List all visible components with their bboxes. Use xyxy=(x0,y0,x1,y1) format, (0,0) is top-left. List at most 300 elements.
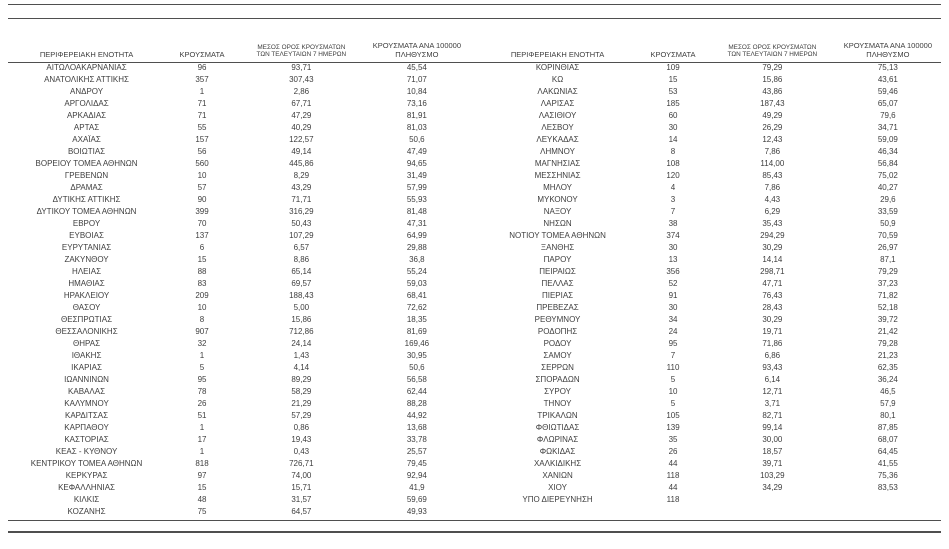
per100k-cell: 44,92 xyxy=(406,411,427,420)
region-cell: ΝΗΣΩΝ xyxy=(543,219,572,228)
table-row xyxy=(8,146,470,158)
per100k-cell: 79,6 xyxy=(880,111,896,120)
table-row xyxy=(479,434,941,446)
table-row xyxy=(8,410,470,422)
avg7-cell: 64,57 xyxy=(291,507,312,516)
avg7-cell: 107,29 xyxy=(289,231,314,240)
per100k-cell: 13,68 xyxy=(406,423,427,432)
region-cell: ΑΧΑΪΑΣ xyxy=(72,135,101,144)
avg7-cell: 93,43 xyxy=(762,363,783,372)
avg7-cell: 298,71 xyxy=(760,267,785,276)
region-cell: ΙΘΑΚΗΣ xyxy=(71,351,102,360)
cases-cell: 15 xyxy=(668,75,678,84)
avg7-cell: 65,14 xyxy=(291,267,312,276)
cases-cell: 399 xyxy=(195,207,209,216)
per100k-cell: 37,23 xyxy=(877,279,898,288)
avg7-cell: 34,29 xyxy=(762,483,783,492)
table-row xyxy=(8,170,470,182)
avg7-cell: 50,43 xyxy=(291,219,312,228)
per100k-cell: 68,07 xyxy=(877,435,898,444)
divider-line-top-inner xyxy=(8,18,941,19)
table-row xyxy=(479,278,941,290)
table-body xyxy=(8,62,470,518)
per100k-cell: 81,03 xyxy=(406,123,427,132)
table-row xyxy=(479,350,941,362)
column-header-per100k xyxy=(835,36,941,62)
region-cell: ΚΕΦΑΛΛΗΝΙΑΣ xyxy=(58,483,115,492)
avg7-cell: 15,86 xyxy=(762,75,783,84)
cases-cell: 91 xyxy=(668,291,678,300)
per100k-cell: 73,16 xyxy=(406,99,427,108)
avg7-cell: 188,43 xyxy=(289,291,314,300)
per100k-cell: 79,45 xyxy=(406,459,427,468)
per100k-cell: 29,6 xyxy=(880,195,896,204)
region-cell: ΚΟΡΙΝΘΙΑΣ xyxy=(535,63,580,72)
region-cell: ΠΕΙΡΑΙΩΣ xyxy=(539,267,576,276)
cases-cell: 70 xyxy=(197,219,207,228)
avg7-cell: 28,43 xyxy=(762,303,783,312)
table-row xyxy=(8,350,470,362)
cases-cell: 30 xyxy=(668,123,678,132)
regional-units-table-left xyxy=(8,36,470,518)
table-row xyxy=(479,386,941,398)
table-row xyxy=(8,206,470,218)
cases-cell: 83 xyxy=(197,279,207,288)
cases-cell: 95 xyxy=(668,339,678,348)
cases-cell: 185 xyxy=(666,99,680,108)
per100k-cell: 57,99 xyxy=(406,183,427,192)
per100k-cell: 65,07 xyxy=(877,99,898,108)
table-row xyxy=(479,218,941,230)
table-row xyxy=(479,302,941,314)
cases-cell: 38 xyxy=(668,219,678,228)
table-row xyxy=(479,242,941,254)
column-header-avg7 xyxy=(710,36,835,62)
region-cell: ΕΒΡΟΥ xyxy=(72,219,101,228)
per100k-cell: 87,1 xyxy=(880,255,896,264)
region-cell: ΝΟΤΙΟΥ ΤΟΜΕΑ ΑΘΗΝΩΝ xyxy=(509,231,606,240)
region-cell: ΣΑΜΟΥ xyxy=(543,351,572,360)
region-cell: ΛΗΜΝΟΥ xyxy=(540,147,575,156)
region-cell: ΚΟΖΑΝΗΣ xyxy=(67,507,106,516)
per100k-cell: 31,49 xyxy=(406,171,427,180)
avg7-cell: 103,29 xyxy=(760,471,785,480)
table-row xyxy=(479,290,941,302)
avg7-cell: 71,86 xyxy=(762,339,783,348)
region-cell: ΤΗΝΟΥ xyxy=(543,399,572,408)
table-row xyxy=(479,98,941,110)
per100k-cell: 34,71 xyxy=(877,123,898,132)
table-row xyxy=(479,398,941,410)
per100k-cell: 25,57 xyxy=(406,447,427,456)
per100k-cell: 50,6 xyxy=(409,363,425,372)
cases-cell: 118 xyxy=(666,495,680,504)
cases-cell: 1 xyxy=(199,351,205,360)
avg7-cell: 15,71 xyxy=(291,483,312,492)
column-header-per100k xyxy=(364,36,470,62)
table-row xyxy=(8,278,470,290)
cases-cell: 55 xyxy=(197,123,207,132)
cases-cell: 907 xyxy=(195,327,209,336)
per100k-cell: 26,97 xyxy=(877,243,898,252)
avg7-cell: 726,71 xyxy=(289,459,314,468)
avg7-cell: 79,29 xyxy=(762,63,783,72)
avg7-cell: 6,14 xyxy=(764,375,781,384)
avg7-cell: 31,57 xyxy=(291,495,312,504)
avg7-cell: 6,29 xyxy=(764,207,781,216)
avg7-cell: 69,57 xyxy=(291,279,312,288)
region-cell: ΘΕΣΠΡΩΤΙΑΣ xyxy=(61,315,113,324)
per100k-cell: 59,46 xyxy=(877,87,898,96)
divider-line-bottom-inner xyxy=(8,520,941,521)
table-row xyxy=(8,362,470,374)
per100k-cell: 49,93 xyxy=(406,507,427,516)
avg7-cell: 39,71 xyxy=(762,459,783,468)
cases-cell: 1 xyxy=(199,447,205,456)
per100k-cell: 68,41 xyxy=(406,291,427,300)
table-row xyxy=(8,134,470,146)
table-row xyxy=(479,206,941,218)
cases-cell: 26 xyxy=(197,399,207,408)
avg7-cell: 24,14 xyxy=(291,339,312,348)
per100k-cell: 29,88 xyxy=(406,243,427,252)
cases-cell: 10 xyxy=(197,171,207,180)
region-cell: ΔΥΤΙΚΟΥ ΤΟΜΕΑ ΑΘΗΝΩΝ xyxy=(36,207,137,216)
avg7-cell: 12,43 xyxy=(762,135,783,144)
table-row xyxy=(479,470,941,482)
cases-cell: 5 xyxy=(199,363,205,372)
region-cell: ΡΟΔΟΥ xyxy=(543,339,572,348)
avg7-cell: 3,71 xyxy=(764,399,781,408)
cases-cell: 3 xyxy=(670,195,676,204)
avg7-cell: 0,43 xyxy=(293,447,310,456)
per100k-cell: 59,03 xyxy=(406,279,427,288)
region-cell: ΑΝΔΡΟΥ xyxy=(69,87,104,96)
avg7-cell: 26,29 xyxy=(762,123,783,132)
per100k-cell: 72,62 xyxy=(406,303,427,312)
table-row xyxy=(8,86,470,98)
cases-cell: 75 xyxy=(197,507,207,516)
table-row xyxy=(8,386,470,398)
divider-line-top-outer xyxy=(8,4,941,5)
table-row xyxy=(8,470,470,482)
region-cell: ΜΕΣΣΗΝΙΑΣ xyxy=(534,171,581,180)
table-row xyxy=(8,506,470,518)
per100k-cell: 55,24 xyxy=(406,267,427,276)
per100k-cell: 33,59 xyxy=(877,207,898,216)
avg7-cell: 43,29 xyxy=(291,183,312,192)
cases-cell: 52 xyxy=(668,279,678,288)
region-cell: ΚΑΡΠΑΘΟΥ xyxy=(64,423,109,432)
column-header-cases: ΚΡΟΥΣΜΑΤΑ xyxy=(179,50,225,59)
cases-cell: 15 xyxy=(197,483,207,492)
region-cell: ΠΑΡΟΥ xyxy=(543,255,572,264)
avg7-cell: 21,29 xyxy=(291,399,312,408)
avg7-cell: 58,29 xyxy=(291,387,312,396)
per100k-cell: 50,9 xyxy=(880,219,896,228)
avg7-cell: 14,14 xyxy=(762,255,783,264)
region-cell: ΤΡΙΚΑΛΩΝ xyxy=(537,411,578,420)
avg7-cell: 18,57 xyxy=(762,447,783,456)
table-row xyxy=(8,122,470,134)
per100k-cell: 81,91 xyxy=(406,111,427,120)
per100k-cell: 43,61 xyxy=(877,75,898,84)
avg7-cell: 49,29 xyxy=(762,111,783,120)
cases-cell: 35 xyxy=(668,435,678,444)
region-cell: ΚΑΒΑΛΑΣ xyxy=(68,387,106,396)
cases-cell: 7 xyxy=(670,351,676,360)
cases-cell: 10 xyxy=(668,387,678,396)
cases-cell: 15 xyxy=(197,255,207,264)
table-row xyxy=(8,266,470,278)
cases-cell: 17 xyxy=(197,435,207,444)
cases-cell: 53 xyxy=(668,87,678,96)
avg7-cell: 43,86 xyxy=(762,87,783,96)
avg7-cell: 49,14 xyxy=(291,147,312,156)
column-header-cases: ΚΡΟΥΣΜΑΤΑ xyxy=(650,50,696,59)
table-row xyxy=(479,482,941,494)
cases-cell: 51 xyxy=(197,411,207,420)
table-row xyxy=(479,338,941,350)
cases-cell: 34 xyxy=(668,315,678,324)
avg7-cell: 445,86 xyxy=(289,159,314,168)
per100k-cell: 70,59 xyxy=(877,231,898,240)
region-cell: ΖΑΚΥΝΘΟΥ xyxy=(64,255,109,264)
region-cell: ΛΕΣΒΟΥ xyxy=(541,123,574,132)
cases-cell: 57 xyxy=(197,183,207,192)
region-cell: ΝΑΞΟΥ xyxy=(543,207,572,216)
cases-cell: 60 xyxy=(668,111,678,120)
per100k-cell: 62,35 xyxy=(877,363,898,372)
avg7-cell: 89,29 xyxy=(291,375,312,384)
cases-cell: 44 xyxy=(668,459,678,468)
avg7-cell: 35,43 xyxy=(762,219,783,228)
region-cell: ΧΙΟΥ xyxy=(548,483,567,492)
avg7-cell: 12,71 xyxy=(762,387,783,396)
cases-cell: 560 xyxy=(195,159,209,168)
per100k-cell: 79,28 xyxy=(877,339,898,348)
avg7-cell: 82,71 xyxy=(762,411,783,420)
cases-cell: 120 xyxy=(666,171,680,180)
table-row xyxy=(479,62,941,74)
column-header-region: ΠΕΡΙΦΕΡΕΙΑΚΗ ΕΝΟΤΗΤΑ xyxy=(39,50,134,59)
table-row xyxy=(479,494,941,506)
cases-cell: 157 xyxy=(195,135,209,144)
avg7-cell: 4,43 xyxy=(764,195,781,204)
cases-cell: 95 xyxy=(197,375,207,384)
per100k-cell: 47,49 xyxy=(406,147,427,156)
per100k-cell: 41,9 xyxy=(409,483,425,492)
avg7-cell: 122,57 xyxy=(289,135,314,144)
per100k-cell: 75,36 xyxy=(877,471,898,480)
table-row xyxy=(8,62,470,74)
region-cell: ΧΑΛΚΙΔΙΚΗΣ xyxy=(533,459,582,468)
column-header-region: ΠΕΡΙΦΕΡΕΙΑΚΗ ΕΝΟΤΗΤΑ xyxy=(510,50,605,59)
table-row xyxy=(8,110,470,122)
region-cell: ΚΑΣΤΟΡΙΑΣ xyxy=(64,435,109,444)
avg7-cell: 30,29 xyxy=(762,315,783,324)
cases-cell: 7 xyxy=(670,207,676,216)
table-row xyxy=(479,122,941,134)
region-cell: ΦΩΚΙΔΑΣ xyxy=(539,447,576,456)
avg7-cell: 19,43 xyxy=(291,435,312,444)
regional-units-table-right xyxy=(479,36,941,506)
column-header-avg7-line1: ΜΕΣΟΣ ΟΡΟΣ ΚΡΟΥΣΜΑΤΩΝ xyxy=(728,43,817,51)
region-cell: ΣΕΡΡΩΝ xyxy=(541,363,574,372)
avg7-cell: 6,57 xyxy=(293,243,310,252)
region-cell: ΛΑΚΩΝΙΑΣ xyxy=(537,87,578,96)
table-row xyxy=(8,74,470,86)
avg7-cell: 57,29 xyxy=(291,411,312,420)
table-row xyxy=(8,242,470,254)
cases-cell: 6 xyxy=(199,243,205,252)
region-cell: ΑΡΚΑΔΙΑΣ xyxy=(66,111,107,120)
region-cell: ΕΥΡΥΤΑΝΙΑΣ xyxy=(61,243,112,252)
cases-cell: 209 xyxy=(195,291,209,300)
region-cell: ΑΝΑΤΟΛΙΚΗΣ ΑΤΤΙΚΗΣ xyxy=(44,75,129,84)
avg7-cell: 294,29 xyxy=(760,231,785,240)
avg7-cell: 47,71 xyxy=(762,279,783,288)
cases-cell: 14 xyxy=(668,135,678,144)
per100k-cell: 46,34 xyxy=(877,147,898,156)
header-row xyxy=(8,36,470,62)
per100k-cell: 62,44 xyxy=(406,387,427,396)
region-cell: ΜΑΓΝΗΣΙΑΣ xyxy=(534,159,581,168)
table-row xyxy=(479,458,941,470)
cases-cell: 78 xyxy=(197,387,207,396)
avg7-cell: 19,71 xyxy=(762,327,783,336)
column-header-per100k-line1: ΚΡΟΥΣΜΑΤΑ ΑΝΑ 100000 xyxy=(372,41,462,51)
avg7-cell: 93,71 xyxy=(291,63,312,72)
region-cell: ΗΜΑΘΙΑΣ xyxy=(68,279,105,288)
per100k-cell: 21,42 xyxy=(877,327,898,336)
avg7-cell: 712,86 xyxy=(289,327,314,336)
region-cell: ΘΗΡΑΣ xyxy=(73,339,101,348)
region-cell: ΘΑΣΟΥ xyxy=(72,303,101,312)
region-cell: ΚΕΡΚΥΡΑΣ xyxy=(65,471,108,480)
per100k-cell: 45,54 xyxy=(406,63,427,72)
region-cell: ΠΡΕΒΕΖΑΣ xyxy=(536,303,579,312)
table-row xyxy=(8,290,470,302)
table-row xyxy=(8,374,470,386)
per100k-cell: 81,48 xyxy=(406,207,427,216)
region-cell: ΡΟΔΟΠΗΣ xyxy=(537,327,578,336)
table-header xyxy=(479,36,941,62)
column-header-avg7-line2: ΤΩΝ ΤΕΛΕΥΤΑΙΩΝ 7 ΗΜΕΡΩΝ xyxy=(727,51,818,59)
per100k-cell: 75,02 xyxy=(877,171,898,180)
cases-cell: 8 xyxy=(199,315,205,324)
region-cell: ΚΑΡΔΙΤΣΑΣ xyxy=(64,411,109,420)
table-row xyxy=(479,74,941,86)
table-row xyxy=(479,110,941,122)
avg7-cell: 6,86 xyxy=(764,351,781,360)
cases-cell: 5 xyxy=(670,375,676,384)
avg7-cell: 0,86 xyxy=(293,423,310,432)
per100k-cell: 36,8 xyxy=(409,255,425,264)
per100k-cell: 10,84 xyxy=(406,87,427,96)
cases-cell: 48 xyxy=(197,495,207,504)
table-row xyxy=(8,326,470,338)
header-row xyxy=(479,36,941,62)
per100k-cell: 64,99 xyxy=(406,231,427,240)
region-cell: ΣΥΡΟΥ xyxy=(544,387,571,396)
per100k-cell: 83,53 xyxy=(877,483,898,492)
per100k-cell: 71,82 xyxy=(877,291,898,300)
table-header xyxy=(8,36,470,62)
region-cell: ΑΡΤΑΣ xyxy=(73,123,100,132)
table-row xyxy=(479,170,941,182)
per100k-cell: 40,27 xyxy=(877,183,898,192)
cases-cell: 97 xyxy=(197,471,207,480)
per100k-cell: 75,13 xyxy=(877,63,898,72)
per100k-cell: 41,55 xyxy=(877,459,898,468)
cases-cell: 4 xyxy=(670,183,676,192)
avg7-cell: 7,86 xyxy=(764,183,781,192)
table-row xyxy=(8,398,470,410)
per100k-cell: 88,28 xyxy=(406,399,427,408)
table-row xyxy=(479,194,941,206)
table-row xyxy=(8,494,470,506)
per100k-cell xyxy=(835,494,941,506)
per100k-cell: 81,69 xyxy=(406,327,427,336)
avg7-cell: 15,86 xyxy=(291,315,312,324)
region-cell: ΞΑΝΘΗΣ xyxy=(540,243,575,252)
table-row xyxy=(479,86,941,98)
per100k-cell: 36,24 xyxy=(877,375,898,384)
cases-cell: 56 xyxy=(197,147,207,156)
table-row xyxy=(8,422,470,434)
per100k-cell: 47,31 xyxy=(406,219,427,228)
table-row xyxy=(8,446,470,458)
per100k-cell: 18,35 xyxy=(406,315,427,324)
cases-cell: 139 xyxy=(666,423,680,432)
table-row xyxy=(479,158,941,170)
cases-cell: 30 xyxy=(668,303,678,312)
region-cell: ΛΑΣΙΘΙΟΥ xyxy=(538,111,577,120)
cases-cell: 13 xyxy=(668,255,678,264)
cases-cell: 357 xyxy=(195,75,209,84)
region-cell: ΒΟΙΩΤΙΑΣ xyxy=(67,147,106,156)
avg7-cell: 30,00 xyxy=(762,435,783,444)
region-cell: ΥΠΟ ΔΙΕΡΕΥΝΗΣΗ xyxy=(522,495,593,504)
region-cell: ΗΛΕΙΑΣ xyxy=(72,267,102,276)
column-header-per100k-line2: ΠΛΗΘΥΣΜΟ xyxy=(395,49,439,59)
cases-cell: 1 xyxy=(199,87,205,96)
region-cell: ΙΚΑΡΙΑΣ xyxy=(71,363,102,372)
cases-cell: 26 xyxy=(668,447,678,456)
per100k-cell: 33,78 xyxy=(406,435,427,444)
per100k-cell: 169,46 xyxy=(404,339,430,348)
table-row xyxy=(8,314,470,326)
cases-cell: 90 xyxy=(197,195,207,204)
table-row xyxy=(8,434,470,446)
region-cell: ΚΩ xyxy=(551,75,564,84)
avg7-cell: 74,00 xyxy=(291,471,312,480)
region-cell: ΣΠΟΡΑΔΩΝ xyxy=(535,375,580,384)
table-row xyxy=(479,446,941,458)
region-cell: ΚΕΑΣ - ΚΥΘΝΟΥ xyxy=(55,447,118,456)
per100k-cell: 56,58 xyxy=(406,375,427,384)
cases-cell: 88 xyxy=(197,267,207,276)
avg7-cell: 30,29 xyxy=(762,243,783,252)
avg7-cell: 85,43 xyxy=(762,171,783,180)
table-row xyxy=(8,98,470,110)
region-cell: ΠΙΕΡΙΑΣ xyxy=(541,291,574,300)
per100k-cell: 87,85 xyxy=(877,423,898,432)
column-header-avg7-line1: ΜΕΣΟΣ ΟΡΟΣ ΚΡΟΥΣΜΑΤΩΝ xyxy=(257,43,346,51)
per100k-cell: 52,18 xyxy=(877,303,898,312)
column-header-per100k-line1: ΚΡΟΥΣΜΑΤΑ ΑΝΑ 100000 xyxy=(843,41,933,51)
